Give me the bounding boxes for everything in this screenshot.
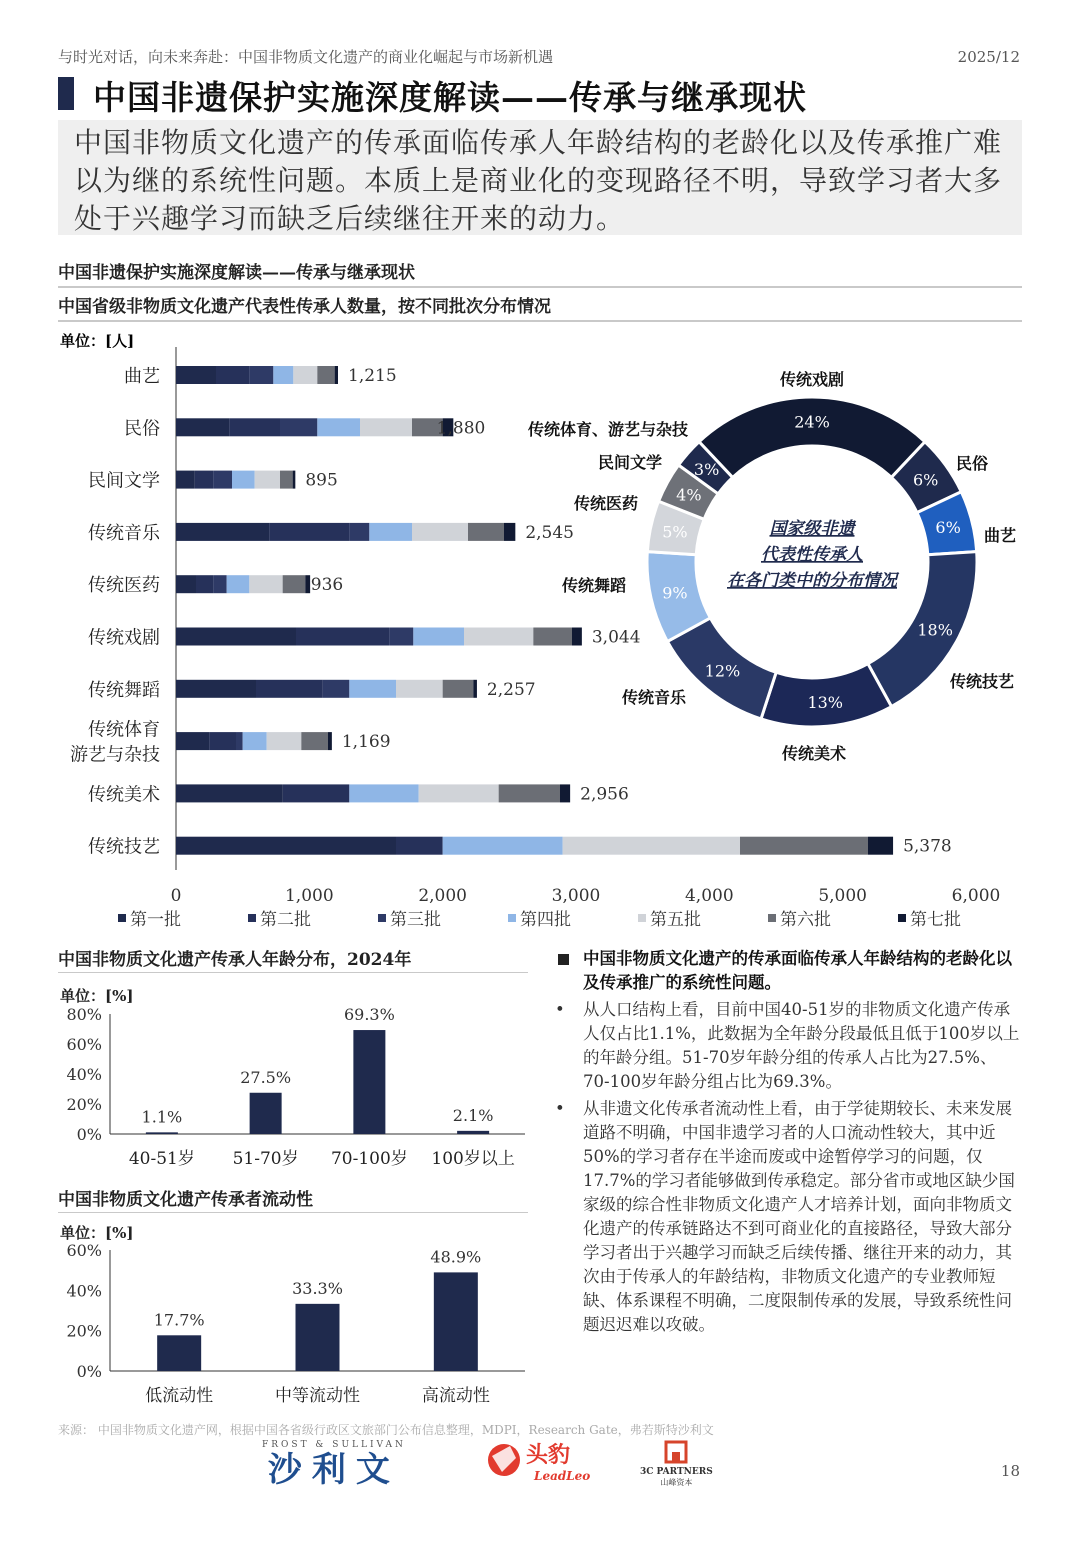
age-chart-unit: 单位：[%]	[60, 987, 134, 1005]
slice-value-label: 6%	[935, 518, 961, 538]
bar	[250, 1093, 282, 1134]
stacked-bar-segment	[280, 471, 293, 489]
stacked-bar-segment	[176, 471, 195, 489]
slice-category-label: 传统体育、游艺与杂技	[527, 420, 688, 439]
bar	[434, 1272, 478, 1371]
slice-value-label: 5%	[662, 522, 688, 542]
stacked-bar-segment	[396, 837, 443, 855]
total-label: 1,215	[348, 366, 397, 386]
x-tick-label: 6,000	[951, 886, 1001, 906]
category-label: 传统医药	[88, 575, 160, 597]
slice-category-label: 民间文学	[597, 453, 662, 472]
stacked-bar-segment	[335, 366, 338, 384]
stacked-bar-segment	[243, 732, 267, 750]
category-label: 传统音乐	[88, 522, 160, 544]
stacked-bar-segment	[283, 784, 350, 802]
stacked-bar-segment	[349, 680, 396, 698]
x-tick-label: 4,000	[684, 886, 734, 906]
summary-text: 中国非物质文化遗产的传承面临传承人年龄结构的老龄化以及传承推广难以为继的系统性问题。本质上是商业化的变现路径不明，导致学习者大多处于兴趣学习而缺乏后续继往开来的动力。	[74, 126, 1003, 235]
slice-category-label: 传统医药	[573, 494, 638, 513]
legend-label: 第二批	[260, 910, 311, 930]
stacked-bar-segment	[236, 732, 243, 750]
stacked-bar-segment	[412, 523, 468, 541]
slice-category-label: 民俗	[956, 454, 989, 473]
page-title: 中国非遗保护实施深度解读——传承与继承现状	[93, 78, 807, 117]
stacked-bar-segment	[269, 523, 349, 541]
stacked-bar-segment	[176, 575, 196, 593]
slice-value-label: 6%	[912, 470, 939, 490]
x-category-label: 70-100岁	[330, 1149, 408, 1169]
report-date: 2025/12	[957, 48, 1020, 66]
category-label: 传统舞蹈	[88, 679, 160, 701]
stacked-bar-segment	[740, 837, 868, 855]
square-bullet-icon	[558, 954, 569, 965]
total-label: 2,545	[525, 522, 575, 543]
stacked-bar-segment	[256, 680, 323, 698]
legend-label: 第七批	[910, 910, 961, 930]
category-label: 游艺与杂技	[70, 744, 160, 766]
stacked-bar-segment	[328, 732, 332, 750]
stacked-bar-segment	[369, 523, 412, 541]
stacked-bar-segment	[273, 366, 293, 384]
bar	[146, 1132, 178, 1134]
bar	[457, 1131, 489, 1134]
chart1-title: 中国省级非物质文化遗产代表性传承人数量，按不同批次分布情况	[58, 297, 551, 317]
stacked-bar-segment	[419, 784, 499, 802]
stacked-bar-segment	[249, 575, 282, 593]
legend-swatch	[508, 914, 516, 922]
stacked-bar-segment	[249, 366, 273, 384]
slice-category-label: 传统美术	[781, 744, 847, 763]
x-category-label: 51-70岁	[232, 1149, 299, 1169]
legend-label: 第三批	[390, 910, 441, 930]
summary-box	[58, 120, 1022, 235]
total-label: 895	[305, 470, 338, 491]
stacked-bar-segment	[176, 837, 396, 855]
slice-category-label: 传统戏剧	[779, 370, 845, 389]
chart1-unit: 单位：[人]	[60, 332, 135, 350]
leadleo-logo	[482, 1436, 612, 1486]
y-tick-label: 0%	[76, 1362, 102, 1381]
legend-swatch	[768, 914, 776, 922]
divider	[58, 320, 1022, 322]
y-tick-label: 40%	[66, 1281, 102, 1301]
slice-value-label: 3%	[693, 460, 720, 480]
y-tick-label: 60%	[66, 1241, 102, 1260]
stacked-bar-segment	[196, 575, 213, 593]
x-tick-label: 2,000	[418, 886, 468, 906]
bullet-dot-icon: •	[555, 1000, 565, 1019]
donut-center-title: 在各门类中的分布情况	[727, 571, 897, 591]
slice-category-label: 传统音乐	[621, 688, 686, 707]
stacked-bar-segment	[213, 575, 226, 593]
stacked-bar-segment	[443, 680, 474, 698]
age-bar-chart	[40, 1000, 540, 1180]
stacked-bar-segment	[267, 732, 302, 750]
x-tick-label: 5,000	[818, 886, 868, 906]
legend-label: 第一批	[130, 910, 181, 930]
stacked-bar-segment	[389, 628, 413, 646]
bar-value-label: 27.5%	[240, 1067, 292, 1087]
category-label: 传统戏剧	[88, 627, 160, 649]
bar-value-label: 48.9%	[430, 1247, 482, 1267]
y-tick-label: 0%	[76, 1125, 102, 1144]
total-label: 2,956	[580, 784, 629, 805]
analysis-bullet: • 从非遗文化传承者流动性上看，由于学徒期较长、未来发展道路不明确，中国非遗学习者的人口流动性较大，其中近50%的学习者存在半途而废或中途暂停学习的问题，仅17.7%的学习者能够做到传承稳定。部分省市或地区缺少国家级的综合性非物质文化遗产人才培养计划，面向非物质文化遗产的传承链路达不到可商业化的直接路径，导致大部分学习者出于兴趣学习而缺乏后续传播、继往开来的动力，其次由于传承人的年龄结构，非物质文化遗产的专业教师短缺、体系课程不明确，二度限制传承的发展，导致系统性问题迟迟难以攻破。	[555, 1099, 1015, 1334]
category-label: 传统技艺	[88, 836, 160, 858]
category-label: 民俗	[124, 418, 160, 440]
slice-category-label: 曲艺	[984, 526, 1017, 545]
3c-partners-logo: 3C PARTNERS 山峰资本	[640, 1440, 713, 1488]
age-chart-title: 中国非物质文化遗产传承人年龄分布，2024年	[58, 950, 412, 970]
x-tick-label: 0	[170, 886, 182, 906]
stacked-bar-segment	[317, 418, 360, 436]
category-label: 传统美术	[88, 784, 160, 806]
slice-value-label: 12%	[704, 661, 741, 681]
total-label: 936	[310, 575, 344, 596]
mobility-chart-unit: 单位：[%]	[60, 1224, 134, 1242]
stacked-bar-segment	[349, 523, 369, 541]
stacked-bar-segment	[305, 575, 310, 593]
svg-text:头豹: 头豹	[526, 1442, 571, 1468]
legend-swatch	[638, 914, 646, 922]
stacked-bar-segment	[468, 523, 504, 541]
legend-swatch	[118, 914, 126, 922]
x-category-label: 40-51岁	[128, 1149, 195, 1169]
stacked-bar-segment	[296, 628, 389, 646]
bullet-dot-icon: •	[555, 1099, 565, 1118]
stacked-bar-segment	[443, 837, 563, 855]
total-label: 3,044	[591, 627, 641, 648]
svg-text:LeadLeo: LeadLeo	[534, 1469, 591, 1483]
stacked-bar-segment	[563, 837, 740, 855]
x-tick-label: 1,000	[284, 886, 334, 906]
bar-value-label: 69.3%	[343, 1005, 395, 1025]
title-accent-bar	[58, 77, 74, 110]
3c-square-icon	[664, 1440, 688, 1464]
stacked-bar-segment	[176, 366, 216, 384]
slice-value-label: 4%	[676, 485, 702, 505]
category-label: 传统体育	[88, 719, 160, 741]
stacked-bar-segment	[232, 471, 255, 489]
y-tick-label: 80%	[66, 1005, 102, 1024]
stacked-bar-segment	[572, 628, 582, 646]
bar	[296, 1304, 340, 1371]
stacked-bar-segment	[499, 784, 560, 802]
divider	[58, 972, 528, 973]
stacked-bar-segment	[323, 680, 350, 698]
stacked-bar-segment	[317, 366, 334, 384]
legend-swatch	[248, 914, 256, 922]
slice-value-label: 9%	[662, 583, 688, 603]
stacked-bar-segment	[396, 680, 443, 698]
y-tick-label: 40%	[66, 1065, 102, 1084]
total-label: 1,880	[436, 418, 486, 439]
bar-value-label: 2.1%	[452, 1105, 494, 1125]
donut-center-title: 国家级非遗	[769, 519, 855, 539]
total-label: 2,257	[486, 679, 536, 700]
legend-swatch	[898, 914, 906, 922]
mobility-bar-chart	[40, 1236, 540, 1416]
stacked-bar-segment	[176, 732, 209, 750]
donut-slice	[699, 397, 925, 477]
stacked-bar-segment	[176, 523, 269, 541]
stacked-bar-segment	[283, 575, 306, 593]
stacked-bar-segment	[301, 732, 328, 750]
frost-sullivan-logo: FROST & SULLIVAN 沙利文	[262, 1440, 406, 1490]
x-tick-label: 3,000	[551, 886, 601, 906]
stacked-bar-segment	[255, 471, 280, 489]
stacked-bar-segment	[195, 471, 214, 489]
stacked-bar-segment	[349, 784, 418, 802]
bar-value-label: 33.3%	[292, 1278, 343, 1298]
stacked-bar-segment	[360, 418, 412, 436]
stacked-bar-segment	[209, 732, 236, 750]
slice-value-label: 13%	[807, 692, 844, 712]
page-number: 18	[1000, 1462, 1020, 1480]
stacked-bar-segment	[176, 628, 296, 646]
category-label: 曲艺	[124, 366, 160, 387]
total-label: 1,169	[341, 732, 391, 753]
y-tick-label: 20%	[66, 1321, 102, 1341]
analysis-lead: 中国非物质文化遗产的传承面临传承人年龄结构的老龄化以及传承推广的系统性问题。	[555, 947, 1020, 995]
x-category-label: 低流动性	[145, 1386, 214, 1406]
x-category-label: 100岁以上	[431, 1149, 515, 1169]
legend-label: 第四批	[520, 910, 571, 930]
legend-label: 第五批	[650, 910, 701, 930]
stacked-bar-segment	[473, 680, 477, 698]
bar-value-label: 17.7%	[153, 1310, 205, 1330]
stacked-bar-segment	[176, 784, 283, 802]
stacked-bar-segment	[504, 523, 515, 541]
stacked-bar-segment	[413, 628, 464, 646]
stacked-bar-segment	[229, 418, 280, 436]
stacked-bar-segment	[176, 680, 256, 698]
report-title: 与时光对话，向未来奔赴：中国非物质文化遗产的商业化崛起与市场新机遇	[58, 48, 554, 66]
stacked-bar-segment	[293, 471, 296, 489]
analysis-text	[555, 947, 1020, 1337]
total-label: 5,378	[903, 836, 952, 857]
stacked-bar-segment	[227, 575, 250, 593]
y-tick-label: 20%	[66, 1095, 102, 1114]
mobility-chart-title: 中国非物质文化遗产传承者流动性	[58, 1190, 313, 1210]
slice-value-label: 24%	[794, 412, 830, 432]
stacked-bar-segment	[464, 628, 533, 646]
slice-value-label: 18%	[917, 620, 953, 640]
stacked-bar-segment	[176, 418, 229, 436]
stacked-bar-segment	[213, 471, 232, 489]
bar	[157, 1335, 201, 1371]
stacked-bar-segment	[293, 366, 317, 384]
y-tick-label: 60%	[66, 1035, 102, 1054]
category-label: 民间文学	[88, 470, 160, 492]
bar-value-label: 1.1%	[141, 1107, 183, 1127]
x-category-label: 中等流动性	[275, 1386, 360, 1406]
divider	[58, 286, 1022, 288]
source-note: 来源： 中国非物质文化遗产网，根据中国各省级行政区文旅部门公布信息整理，MDPI，Research Gate，弗若斯特沙利文	[58, 1423, 714, 1437]
stacked-bar-segment	[280, 418, 317, 436]
section-title: 中国非遗保护实施深度解读——传承与继承现状	[58, 263, 415, 283]
stacked-bar-segment	[216, 366, 249, 384]
x-category-label: 高流动性	[421, 1386, 490, 1406]
bar	[353, 1030, 385, 1134]
donut-center-title: 代表性传承人	[761, 545, 863, 565]
legend-label: 第六批	[780, 910, 831, 930]
divider	[58, 1212, 528, 1213]
slice-category-label: 传统舞蹈	[561, 576, 626, 595]
analysis-bullet: • 从人口结构上看，目前中国40-51岁的非物质文化遗产传承人仅占比1.1%，此数据为全年龄分段最低且低于100岁以上的年龄分组。51-70岁年龄分组的传承人占比为27.5%、70-100岁年龄分组占比为69.3%。	[555, 1000, 1020, 1091]
stacked-bar-segment	[533, 628, 572, 646]
stacked-bar-segment	[868, 837, 893, 855]
stacked-bar-segment	[560, 784, 570, 802]
slice-category-label: 传统技艺	[950, 672, 1015, 691]
legend-swatch	[378, 914, 386, 922]
